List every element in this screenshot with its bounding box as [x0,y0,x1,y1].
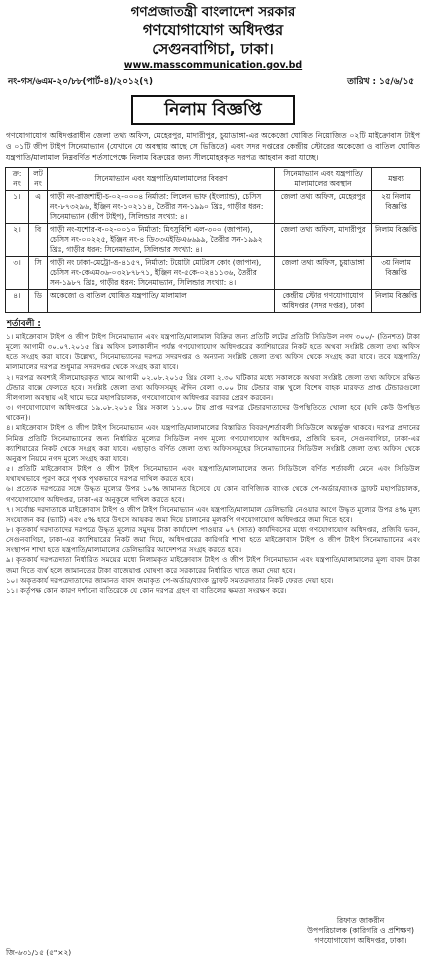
col-remark-header: মন্তব্য [372,168,421,191]
lot-cell: বি [29,224,48,257]
col-serial-header: ক্র: নং [6,168,29,191]
location-cell: জেলা তথ্য অফিস, মেহেরপুর [275,191,372,224]
remark-cell: ৩য় নিলাম বিজ্ঞপ্তি [372,257,421,290]
auction-lots-table [5,167,421,313]
term-item: ৩। গণযোগাযোগ অধিদপ্তরে ১৯.০৮.২০১৫ খ্রিঃ সকাল ১১.০০ টায় প্রাপ্ত দরপত্র টেন্ডারদাতাদের উপস্থিতিতে খোলা হবে (যদি কেউ উপস্থিত থাকেন)। [6,403,420,423]
website-link[interactable]: www.masscommunication.gov.bd [123,60,303,71]
remark-cell: ২য় নিলাম বিজ্ঞপ্তি [372,191,421,224]
term-item: ৬। প্রত্যেক দরপত্রের সঙ্গে উদ্ধৃত মূল্যের উপর ১০% জামানত হিসেবে যে কোন বাণিজ্যিক ব্যাংক থেকে পে-অর্ডার/ব্যাংক ড্রাফট মহাপরিচালক, গণযোগাযোগ অধিদপ্তর, ঢাকা-এর অনুকূলে দাখিল করতে হবে। [6,484,420,504]
government-name: গণপ্রজাতন্ত্রী বাংলাদেশ সরকার [130,4,296,20]
remark-cell: নিলাম বিজ্ঞপ্তি [372,290,421,313]
col-description-header: সিনেমাভ্যান এবং যন্ত্রপাতি/মালামালের বিবরণ [48,168,275,191]
location-cell: কেন্দ্রীয় স্টোর গণযোগাযোগ অধিদপ্তর (সদর দপ্তর), ঢাকা [275,290,372,313]
location-cell: জেলা তথ্য অফিস, মাদারীপুর [275,224,372,257]
col-location-header: সিনেমাভ্যান এবং যন্ত্রপাতি/ মালামালের অবস্থান [275,168,372,191]
department-name: গণযোগাযোগ অধিদপ্তর [142,21,284,39]
department-address: সেগুনবাগিচা, ঢাকা। [152,40,274,58]
term-item: ১। মাইক্রোবাস টাইপ ও জীপ টাইপ সিনেমাভ্যান এবং যন্ত্রপাতি/মালামাল বিক্রির জন্য প্রতিটি লটের প্রতিটি সিডিউল নগদ ৩০০/- (তিনশত) টাকা মূল্যে আগামী ৩০.০৭.২০১৫ খ্রিঃ অফিস চলাকালীন পর্যন্ত গণযোগাযোগ অধিদপ্তরের ক্যাশিয়ারের নিকট হতে অথবা সংশ্লিষ্ট জেলা তথ্য অফিস হতে সংগ্রহ করা যাবে। উল্লেখ্য, সিনেমাভ্যানের দরপত্র সদরদপ্তর ও অন্যান্য সংশ্লিষ্ট জেলা তথ্য অফিস থেকে সংগ্রহ করা যাবে। তবে যন্ত্রপাতি/মালামালের দরপত্র শুধুমাত্র সদরদপ্তর থেকে সংগ্রহ করা যাবে। [6,332,420,372]
intro-paragraph: গণযোগাযোগ অধিদপ্তরাধীন জেলা তথ্য অফিস, মেহেরপুর, মাদারীপুর, চুয়াডাঙ্গা-এর অকেজো ঘোষিত নিয়োজিত ০২টি মাইক্রোবাস টাইপ ও ০১টি জীপ টাইপ সিনেমাভ্যান (যেখানে যে অবস্থায় আছে সে ভিত্তিতে) এবং সদর দপ্তরের কেন্দ্রীয় স্টোরের অকেজো ও বাতিল ঘোষিত যন্ত্রপাতি/মালামাল নিম্নবর্ণিত শর্তসাপেক্ষে নিলাম বিক্রয়ের জন্য সীলমোহরকৃত দরপত্র আহবান করা যাচ্ছে। [6,131,420,162]
description-cell: অকেজো ও বাতিল ঘোষিত যন্ত্রপাতি/ মালামাল [48,290,275,313]
notice-title: নিলাম বিজ্ঞপ্তি [131,95,295,125]
lot-cell: ডি [29,290,48,313]
remark-cell: নিলাম বিজ্ঞপ্তি [372,224,421,257]
serial-cell: ১। [6,191,29,224]
term-item: ১১। কর্তৃপক্ষ কোন কারণ দর্শানো ব্যতিরেকে যে কোন দরপত্র গ্রহণ বা বাতিলের ক্ষমতা সংরক্ষণ করে। [6,585,287,595]
col-lot-header: লট নং [29,168,48,191]
serial-cell: ৩। [6,257,29,290]
description-cell: গাড়ী নং-যশোর-ব-০২-০০১০ নির্মাতা: মিৎসুবিশি এল-৩০০ (জাপান), চেসিস নং-০০২২৫, ইঞ্জিন নং-৪ ডি৩৩এইডিএ৬৬৯৯, তৈরীর সন-১৯৯২ খ্রিঃ, গাড়ীর ধরন: সিনেমাভ্যান, সিলিন্ডার সংখ্যা: ৪। [48,224,275,257]
serial-cell: ৪। [6,290,29,313]
signatory-name: রিফাত জাকরীন [336,916,385,925]
terms-heading: শর্তাবলী : [7,319,41,329]
description-cell: গাড়ী নং-রাজশাহী-চ-০২-০০০৪ নির্মাতা: লিলেন ভাফ (ইংল্যান্ড), চেসিস নং-৮৭৩২৯৬, ইঞ্জিন নং-১০২১১৪, তৈরীর সন-১৯৯০ খ্রিঃ, গাড়ীর ধরন: সিনেমাভ্যান (জীপ টাইপ), সিলিন্ডার সংখ্যা: ৪। [48,191,275,224]
letterhead [4,4,422,71]
term-item: ৪। মাইক্রোবাস টাইপ ও জীপ টাইপ সিনেমাভ্যান এবং যন্ত্রপাতি/মালামালের বিস্তারিত বিবরণ/শর্তাবলী সিডিউলে অন্তর্ভুক্ত থাকবে। দরপত্র প্রদানের নিমিত্ত প্রতিটি সিনেমাভ্যানের জন্য নির্ধারিত মূল্যের সিডিউল নগদ মূল্যে গণযোগাযোগ অধিদপ্তর, প্রজিবি ভবন, সেগুনবাগিচা, ঢাকা-এর ক্যাশিয়ারের নিকট থেকে সংগ্রহ করা যাবে। এছাড়াও বর্ণিত জেলা তথ্য অফিসসমূহের সিনেমাভ্যানের সিডিউল সংশ্লিষ্ট জেলা তথ্য অফিস থেকে অনুরূপ নিয়মে নগদ মূল্যে সংগ্রহ করা যাবে। [6,423,420,463]
term-item: ৫। প্রতিটি মাইক্রোবাস টাইপ ও জীপ টাইপ সিনেমাভ্যান এবং যন্ত্রপাতি/মালামালের জন্য সিডিউলে বর্ণিত শর্তাবলী মেনে এবং সিডিউল যথাযথভাবে পূরণ করে পৃথক পৃথকভাবে দরপত্র দাখিল করতে হবে। [6,464,420,484]
signature-block [307,916,414,946]
term-item: ৯। কৃতকার্য দরপত্রদাতা নির্ধারিত সময়ের মধ্যে নিলামকৃত মাইক্রোবাস টাইপ ও জীপ টাইপ সিনেমাভ্যান এবং যন্ত্রপাতি/মালামালের মূল্য বাবদ টাকা জমা দিতে ব্যর্থ হলে জামানতের টাকা বাজেয়াপ্ত ঘোষণা করে সরকারের নির্ধারিত খাতে জমা দেয়া হবে। [6,555,420,575]
reference-number: নং-গস/৬এম-২০/৮৮(পার্ট-৪)/২০১২(৭) [8,77,154,87]
signatory-office: গণযোগাযোগ অধিদপ্তর, ঢাকা। [314,936,407,945]
term-item: ২। দরপত্র অবশ্যই সীলমোহরকৃত খামে আগামী ০২.০৮.২০১৫ খ্রিঃ বেলা ২.৩০ ঘটিকার মধ্যে সকালকে অথবা সংশ্লিষ্ট জেলা তথ্য অফিসে রক্ষিত টেন্ডার বাক্সে ফেলতে হবে। সংশ্লিষ্ট জেলা তথ্য অফিসসমূহ ঐদিন বেলা ৩.০০ টায় টেন্ডার বাক্স খুলে বিশেষ বাহক মারফত প্রাপ্ত টেন্ডারগুলো সীলগালা অবস্থায় এই খামে ভরে মহাপরিচালক, গণযোগাযোগ অধিদপ্তর বরাবর প্রেরণ করবেন। [6,372,420,402]
terms-list [4,332,422,596]
signatory-designation: উপপরিচালক (কারিগরি ও প্রশিক্ষণ) [307,926,414,935]
serial-cell: ২। [6,224,29,257]
term-item: ৮। কৃতকার্য দরদাতাদের দরপত্রে উদ্ধৃত মূল্যের সমুদয় টাকা কার্যাদেশ পাওয়ার ০৭ (সাত) কার্যদিবসের মধ্যে গণযোগাযোগ অধিদপ্তর, প্রজিবি ভবন, সেগুনবাগিচা, ঢাকা-এর ক্যাশিয়ারের নিকট জমা দিয়ে, অধিদপ্তরের কারিগরি শাখা হতে মাইক্রোবাস টাইপ ও জীপ টাইপ সিনেমাভ্যানের এবং সংস্থাপন শাখা হতে যন্ত্রপাতি/মালামালের ডেলিভারির আদেশপত্র সংগ্রহ করতে হবে। [6,524,420,555]
term-item: ১০। অকৃতকার্য দরপত্রদাতাদের জামানত বাবদ জমাকৃত পে-অর্ডার/ব্যাংক ড্রাফট সমতরদাতার নিকট ফেরত দেয়া হবে। [6,575,334,585]
table-row [6,257,421,290]
lot-cell: এ [29,191,48,224]
table-row [6,224,421,257]
notice-page [4,4,422,962]
lot-cell: সি [29,257,48,290]
notice-date: তারিখ : ১৫/৬/১৫ [347,77,414,87]
location-cell: জেলা তথ্য অফিস, চুয়াডাঙ্গা [275,257,372,290]
reference-row [4,71,422,89]
table-row [6,191,421,224]
description-cell: গাড়ী নং ঢাকা-মেট্রো-ঙ-৪১৫৭, নির্মাতা: টয়োটা মোটরস কোং (জাপান), চেসিস নং-কেএম৩৬-০৩২৮৭৮৭১, ইঞ্জিন নং-৫কে-০২৪১১৩৬, তৈরীর সন-১৯৮৭ খ্রিঃ, গাড়ীর ধরন: সিনেমাভ্যান, সিলিন্ডার সংখ্যা: ৪। [48,257,275,290]
table-row [6,290,421,313]
footer-code: জি-৬৩১/১৫ (৫"×২) [6,948,72,957]
term-item: ৭। সর্বোচ্চ দরদাতাকে মাইক্রোবাস টাইপ ও জীপ টাইপ সিনেমাভ্যান এবং যন্ত্রপাতি/মালামাল ডেলিভারি নেওয়ার আগে উদ্ধৃত মূল্যের উপর ৪% মূল্য সংযোজন কর (ভ্যাট) এবং ৫% হারে উৎসে আয়কর জমা দিয়ে চালানের মূলকপি গণযোগাযোগ অধিদপ্তরে জমা দিতে হবে। [6,504,420,524]
table-header-row [6,168,421,191]
